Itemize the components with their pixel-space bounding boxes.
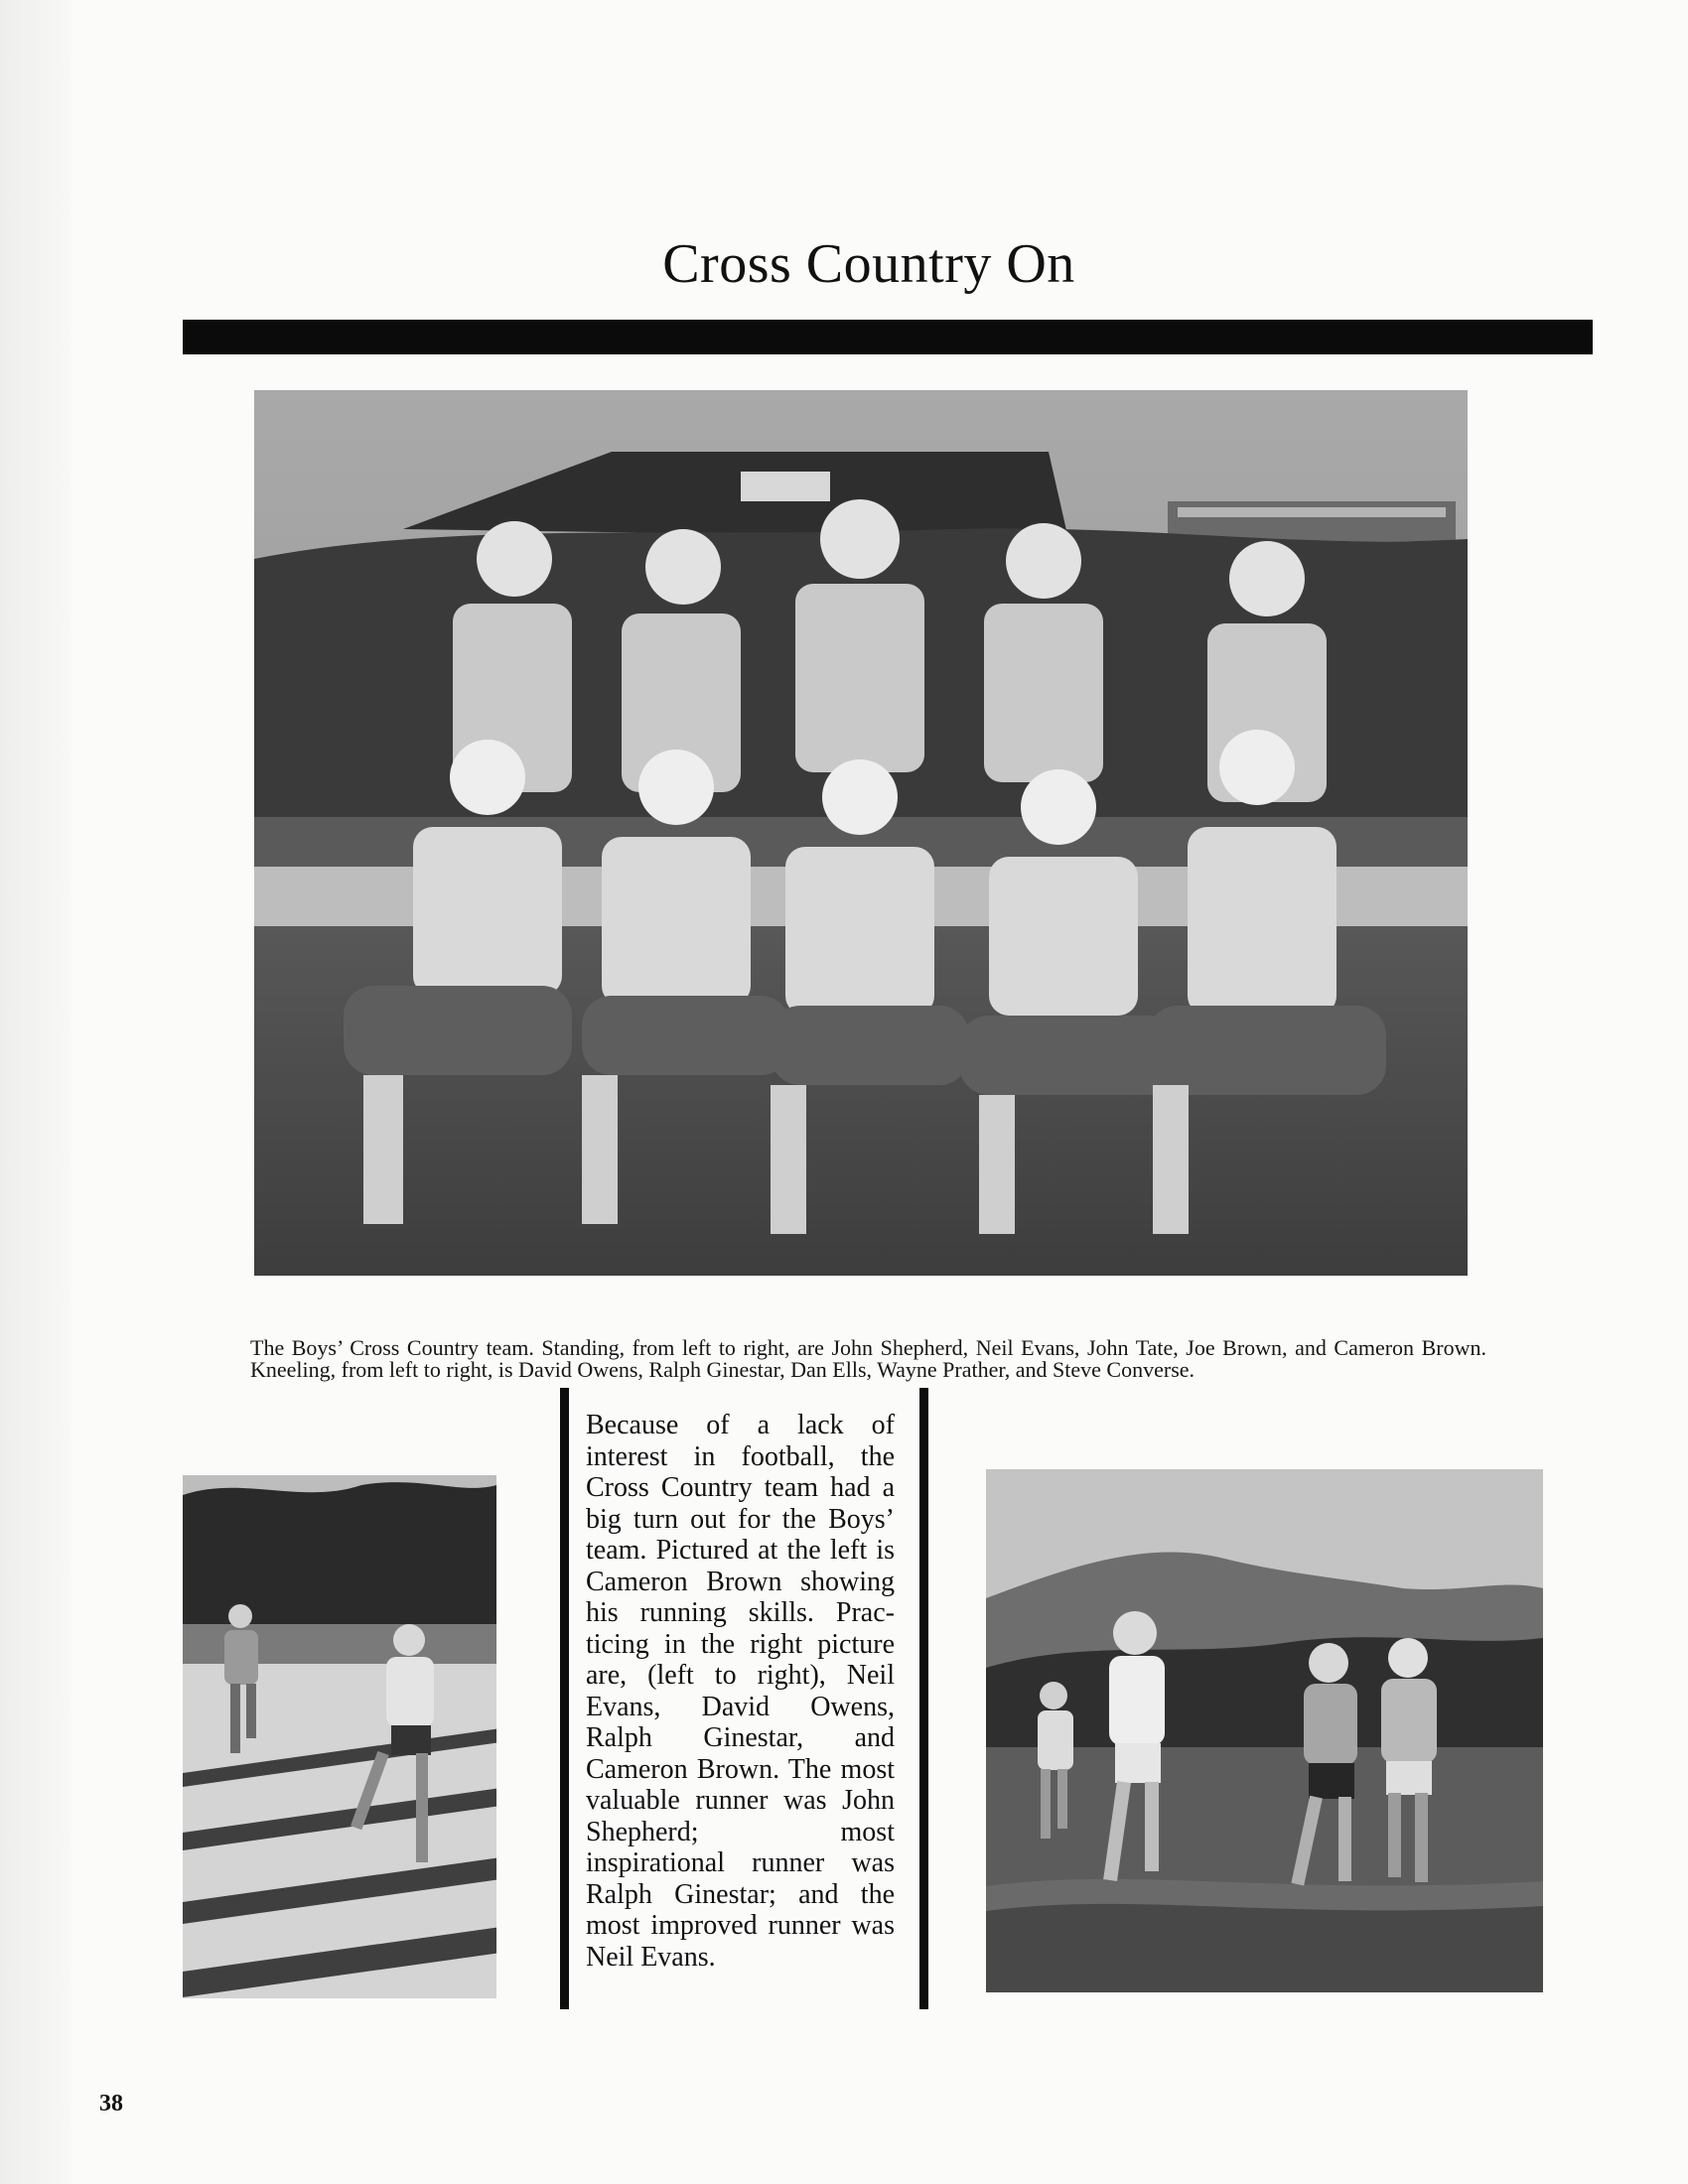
- running-photo-right: [986, 1469, 1543, 1992]
- page-title: Cross Country On: [662, 232, 1075, 295]
- column-rule-right: [919, 1388, 928, 2009]
- page-edge-shade: [0, 0, 71, 2184]
- article-body: Because of a lack of interest in football, the Cross Country team had a big turn out for the Boys’ team. Pictured at the left is Cameron Brown showing his running skills. Practicing in the right picture are, (left to right), Neil Evans, David Owens, Ralph Ginestar, and Cameron Brown. The most valuable runner was John Shepherd; most inspirational runner was Ralph Ginestar; and the most improved runner was Neil Evans.: [586, 1410, 895, 1973]
- running-photo-left: [183, 1475, 496, 1998]
- title-bar-divider: [183, 320, 1593, 354]
- column-rule-left: [560, 1388, 569, 2009]
- page-number: 38: [99, 2091, 123, 2116]
- team-photo-caption: The Boys’ Cross Country team. Standing, from left to right, are John Shepherd, Neil Evans, John Tate, Joe Brown, and Cameron Brown. Kneeling, from left to right, is David Owens, Ralph Ginestar, Dan Ells, Wayne Prather, and Steve Converse.: [250, 1335, 1486, 1382]
- team-photo: [254, 390, 1468, 1276]
